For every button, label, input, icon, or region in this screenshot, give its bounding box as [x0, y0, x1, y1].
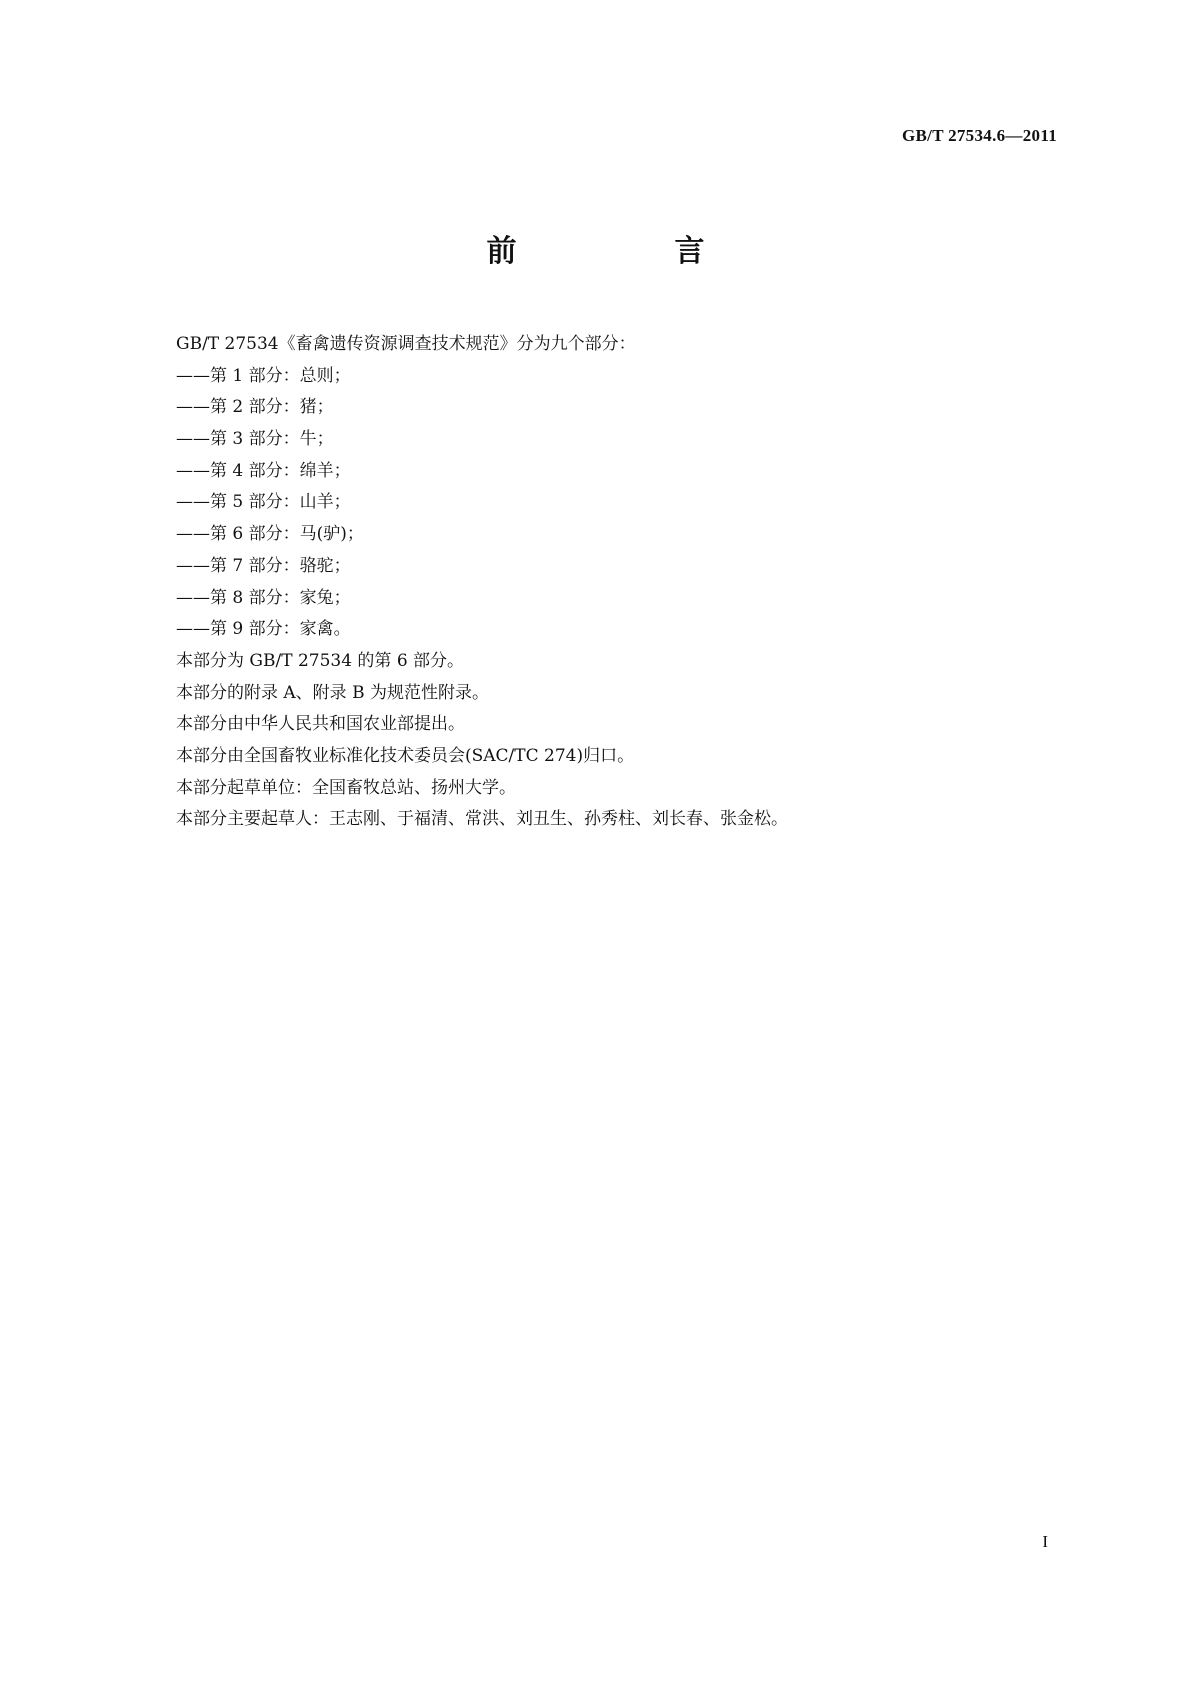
- page-title: 前 言: [486, 234, 769, 269]
- part-item-2: ——第 2 部分：猪；: [176, 397, 334, 418]
- statement-drafters: 本部分主要起草人：王志刚、于福清、常洪、刘丑生、孙秀柱、刘长春、张金松。: [176, 809, 788, 830]
- body-text: [176, 329, 1056, 836]
- page-number: I: [1042, 1532, 1048, 1551]
- statement-drafting-units: 本部分起草单位：全国畜牧总站、扬州大学。: [176, 777, 516, 798]
- statement-proposed-by: 本部分由中华人民共和国农业部提出。: [176, 714, 465, 735]
- statement-annexes: 本部分的附录 A、附录 B 为规范性附录。: [176, 682, 489, 703]
- part-item-4: ——第 4 部分：绵羊；: [176, 460, 351, 481]
- part-item-9: ——第 9 部分：家禽。: [176, 619, 351, 640]
- part-item-5: ——第 5 部分：山羊；: [176, 492, 351, 513]
- part-item-6: ——第 6 部分：马(驴)；: [176, 524, 364, 545]
- part-item-7: ——第 7 部分：骆驼；: [176, 555, 351, 576]
- part-item-1: ——第 1 部分：总则；: [176, 365, 351, 386]
- statement-part-number: 本部分为 GB/T 27534 的第 6 部分。: [176, 650, 465, 671]
- intro-line: GB/T 27534《畜禽遗传资源调查技术规范》分为九个部分：: [176, 334, 636, 354]
- part-item-3: ——第 3 部分：牛；: [176, 429, 334, 450]
- part-item-8: ——第 8 部分：家兔；: [176, 587, 351, 608]
- document-code: GB/T 27534.6—2011: [902, 126, 1057, 145]
- statement-under-jurisdiction: 本部分由全国畜牧业标准化技术委员会(SAC/TC 274)归口。: [176, 745, 635, 766]
